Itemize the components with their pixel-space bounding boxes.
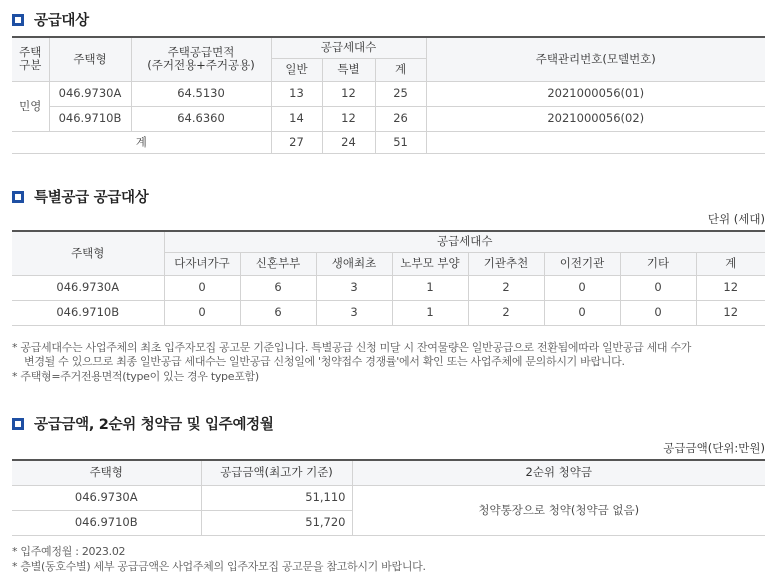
cell-price: 51,720 xyxy=(201,510,352,535)
header-mgmt-number: 주택관리번호(모델번호) xyxy=(426,37,765,81)
cell-price: 51,110 xyxy=(201,485,352,510)
header-total: 계 xyxy=(375,58,426,81)
cell-house-type: 046.9730A xyxy=(49,81,131,106)
header-newlywed: 신혼부부 xyxy=(240,252,316,275)
header-special: 특별 xyxy=(322,58,375,81)
cell-house-type: 046.9710B xyxy=(12,300,164,325)
square-bullet-icon xyxy=(12,14,24,26)
cell-house-type: 046.9710B xyxy=(12,510,201,535)
cell-total: 26 xyxy=(375,106,426,131)
cell-house-type: 046.9730A xyxy=(12,485,201,510)
cell-value: 3 xyxy=(316,275,392,300)
footnote: * 공급세대수는 사업주체의 최초 입주자모집 공고문 기준입니다. 특별공급 신청 미달 시 잔여물량은 일반공급으로 전환됨에따라 일반공급 세대 수가 xyxy=(12,341,692,354)
total-label: 계 xyxy=(12,131,271,153)
section-title-text: 공급금액, 2순위 청약금 및 입주예정월 xyxy=(34,417,274,433)
cell-value: 2 xyxy=(468,275,544,300)
cell-value: 0 xyxy=(620,275,696,300)
header-total: 계 xyxy=(696,252,765,275)
section-title-text: 공급대상 xyxy=(34,13,89,29)
footnote: * 입주예정월 : 2023.02 xyxy=(12,545,126,558)
footnote: 변경될 수 있으므로 최종 일반공급 세대수는 일반공급 신청일에 '청약접수 경쟁률'에서 확인 또는 사업주체에 문의하시기 바랍니다. xyxy=(24,355,625,368)
header-general: 일반 xyxy=(271,58,322,81)
cell-value: 12 xyxy=(696,275,765,300)
header-households: 공급세대수 xyxy=(164,231,765,252)
cell-value: 6 xyxy=(240,300,316,325)
cell-value: 0 xyxy=(164,275,240,300)
total-total: 51 xyxy=(375,131,426,153)
cell-deposit: 청약통장으로 청약(청약금 없음) xyxy=(352,485,765,535)
header-house-type: 주택형 xyxy=(49,37,131,81)
header-house-type: 주택형 xyxy=(12,231,164,275)
table-row xyxy=(12,485,765,510)
footnote: * 주택형=주거전용면적(type이 있는 경우 type포함) xyxy=(12,370,259,383)
cell-value: 0 xyxy=(544,275,620,300)
header-house-type: 주택형 xyxy=(12,460,201,485)
unit-label: 단위 (세대) xyxy=(707,212,765,226)
header-area: 주택공급면적 (주거전용+주거공용) xyxy=(131,37,271,81)
header-multi-child: 다자녀가구 xyxy=(164,252,240,275)
square-bullet-icon xyxy=(12,191,24,203)
cell-value: 0 xyxy=(620,300,696,325)
header-other: 기타 xyxy=(620,252,696,275)
cell-value: 0 xyxy=(164,300,240,325)
cell-area: 64.6360 xyxy=(131,106,271,131)
header-elderly-parent: 노부모 부양 xyxy=(392,252,468,275)
total-row xyxy=(12,131,765,153)
cell-house-type: 046.9710B xyxy=(49,106,131,131)
header-first-time: 생애최초 xyxy=(316,252,392,275)
table-row xyxy=(12,300,765,325)
group-label: 민영 xyxy=(12,81,49,131)
section-title-text: 특별공급 공급대상 xyxy=(34,190,149,206)
cell-value: 0 xyxy=(544,300,620,325)
table-row xyxy=(12,275,765,300)
header-deposit: 2순위 청약금 xyxy=(352,460,765,485)
cell-total: 25 xyxy=(375,81,426,106)
header-type-group: 주택 구분 xyxy=(12,37,49,81)
cell-special: 12 xyxy=(322,81,375,106)
special-supply-table xyxy=(12,230,765,326)
square-bullet-icon xyxy=(12,418,24,430)
cell-special: 12 xyxy=(322,106,375,131)
cell-value: 1 xyxy=(392,275,468,300)
total-mgmt-empty xyxy=(426,131,765,153)
price-table xyxy=(12,459,765,536)
cell-mgmt-number: 2021000056(01) xyxy=(426,81,765,106)
table-row xyxy=(12,81,765,106)
section-title-special-supply xyxy=(12,186,148,207)
cell-value: 3 xyxy=(316,300,392,325)
section-title-price xyxy=(12,413,274,434)
section-title-supply-target xyxy=(12,9,89,30)
header-relocated: 이전기관 xyxy=(544,252,620,275)
cell-house-type: 046.9730A xyxy=(12,275,164,300)
cell-mgmt-number: 2021000056(02) xyxy=(426,106,765,131)
cell-value: 12 xyxy=(696,300,765,325)
header-households: 공급세대수 xyxy=(271,37,426,58)
cell-area: 64.5130 xyxy=(131,81,271,106)
header-institution: 기관추천 xyxy=(468,252,544,275)
total-general: 27 xyxy=(271,131,322,153)
footnote: * 층별(동호수별) 세부 공급금액은 사업주체의 입주자모집 공고문을 참고하시기 바랍니다. xyxy=(12,560,426,573)
cell-general: 14 xyxy=(271,106,322,131)
total-special: 24 xyxy=(322,131,375,153)
header-price: 공급금액(최고가 기준) xyxy=(201,460,352,485)
table-row xyxy=(12,106,765,131)
supply-target-table xyxy=(12,36,765,154)
unit-label: 공급금액(단위:만원) xyxy=(663,441,765,455)
cell-value: 1 xyxy=(392,300,468,325)
cell-value: 2 xyxy=(468,300,544,325)
cell-value: 6 xyxy=(240,275,316,300)
cell-general: 13 xyxy=(271,81,322,106)
